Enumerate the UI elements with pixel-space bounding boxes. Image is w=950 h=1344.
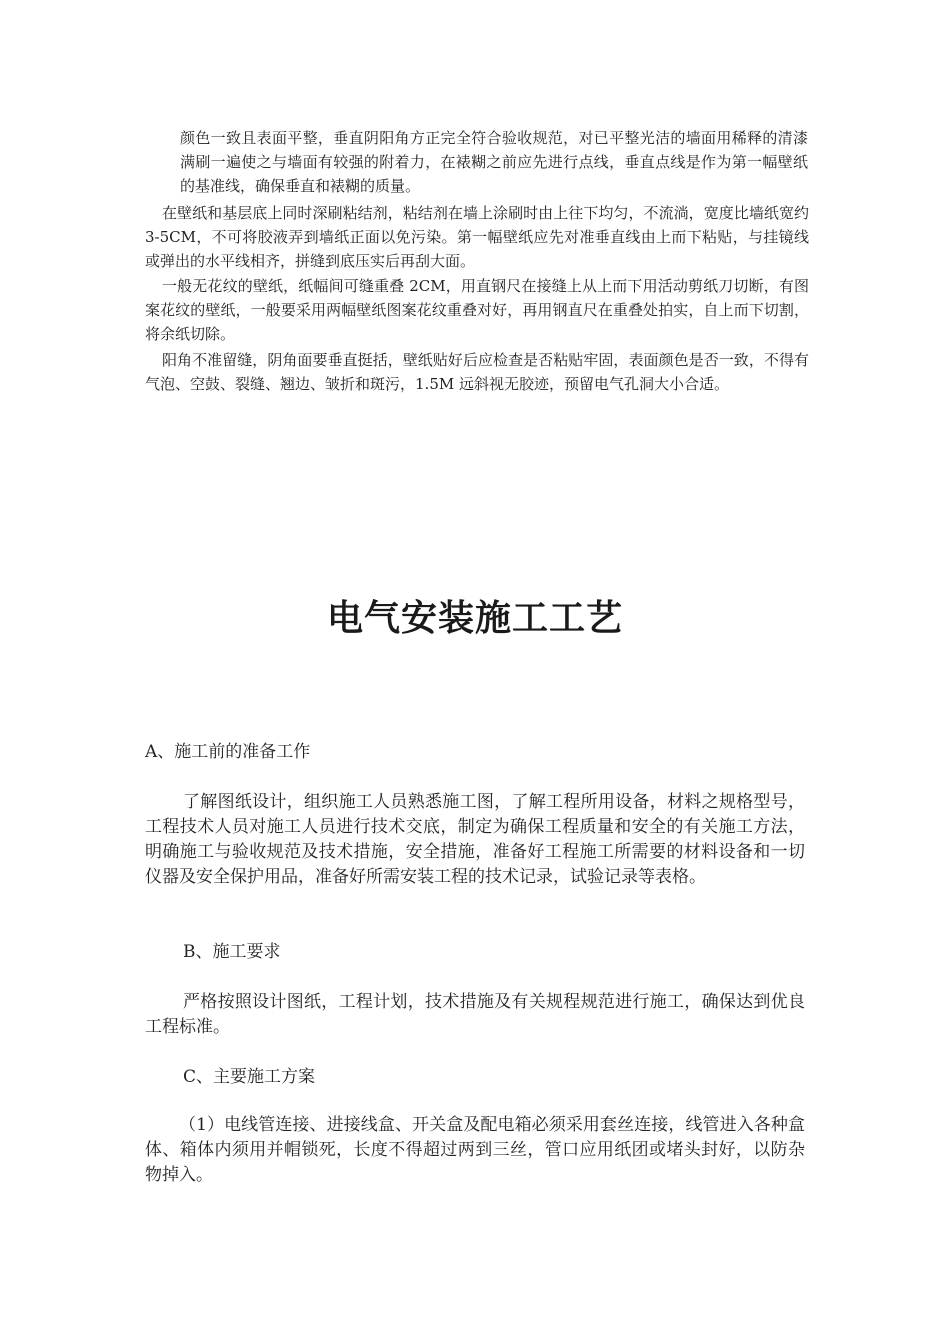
paragraph-seam-cutting: 一般无花纹的壁纸，纸幅间可缝重叠 2CM，用直钢尺在接缝上从上而下用活动剪纸刀切断，有图案花纹的壁纸，一般要采用两幅壁纸图案花纹重叠对好，再用钢直尺在重叠处拍实，自上而下切割，将余纸切除。 xyxy=(145,277,809,343)
paragraph-adhesive-application: 在壁纸和基层底上同时深刷粘结剂，粘结剂在墙上涂刷时由上往下均匀，不流淌，宽度比墙纸宽约 3-5CM，不可将胶液弄到墙纸正面以免污染。第一幅壁纸应先对准垂直线由上而下粘贴，与挂镜线或弹出的水平线相齐，拼缝到底压实后再刮大面。 xyxy=(145,204,809,270)
section-b-body: 严格按照设计图纸，工程计划，技术措施及有关规程规范进行施工，确保达到优良工程标准。 xyxy=(145,992,805,1037)
section-c-heading: C、主要施工方案 xyxy=(183,1067,316,1087)
paragraph-wallpaper-base-line: 颜色一致且表面平整，垂直阴阳角方正完全符合验收规范，对已平整光洁的墙面用稀释的清漆满刷一遍使之与墙面有较强的附着力，在裱糊之前应先进行点线，垂直点线是作为第一幅壁纸的基准线，确保垂直和裱糊的质量。 xyxy=(180,129,808,195)
section-b-heading: B、施工要求 xyxy=(183,942,281,962)
section-a-body: 了解图纸设计，组织施工人员熟悉施工图，了解工程所用设备，材料之规格型号，工程技术人员对施工人员进行技术交底，制定为确保工程质量和安全的有关施工方法，明确施工与验收规范及技术措施，安全措施，准备好工程施工所需要的材料设备和一切仪器及安全保护用品，准备好所需安装工程的技术记录，试验记录等表格。 xyxy=(145,792,805,887)
document-title: 电气安装施工工艺 xyxy=(326,597,623,639)
section-c-body: （1）电线管连接、进接线盒、开关盒及配电箱必须采用套丝连接，线管进入各种盒体、箱体内须用并帽锁死，长度不得超过两到三丝，管口应用纸团或堵头封好，以防杂物掉入。 xyxy=(145,1115,805,1185)
section-a-heading: A、施工前的准备工作 xyxy=(145,742,311,762)
paragraph-inspection: 阳角不准留缝，阴角面要垂直挺括，壁纸贴好后应检查是否粘贴牢固，表面颜色是否一致，不得有气泡、空鼓、裂缝、翘边、皱折和斑污，1.5M 远斜视无胶迹，预留电气孔洞大小合适。 xyxy=(145,351,809,393)
